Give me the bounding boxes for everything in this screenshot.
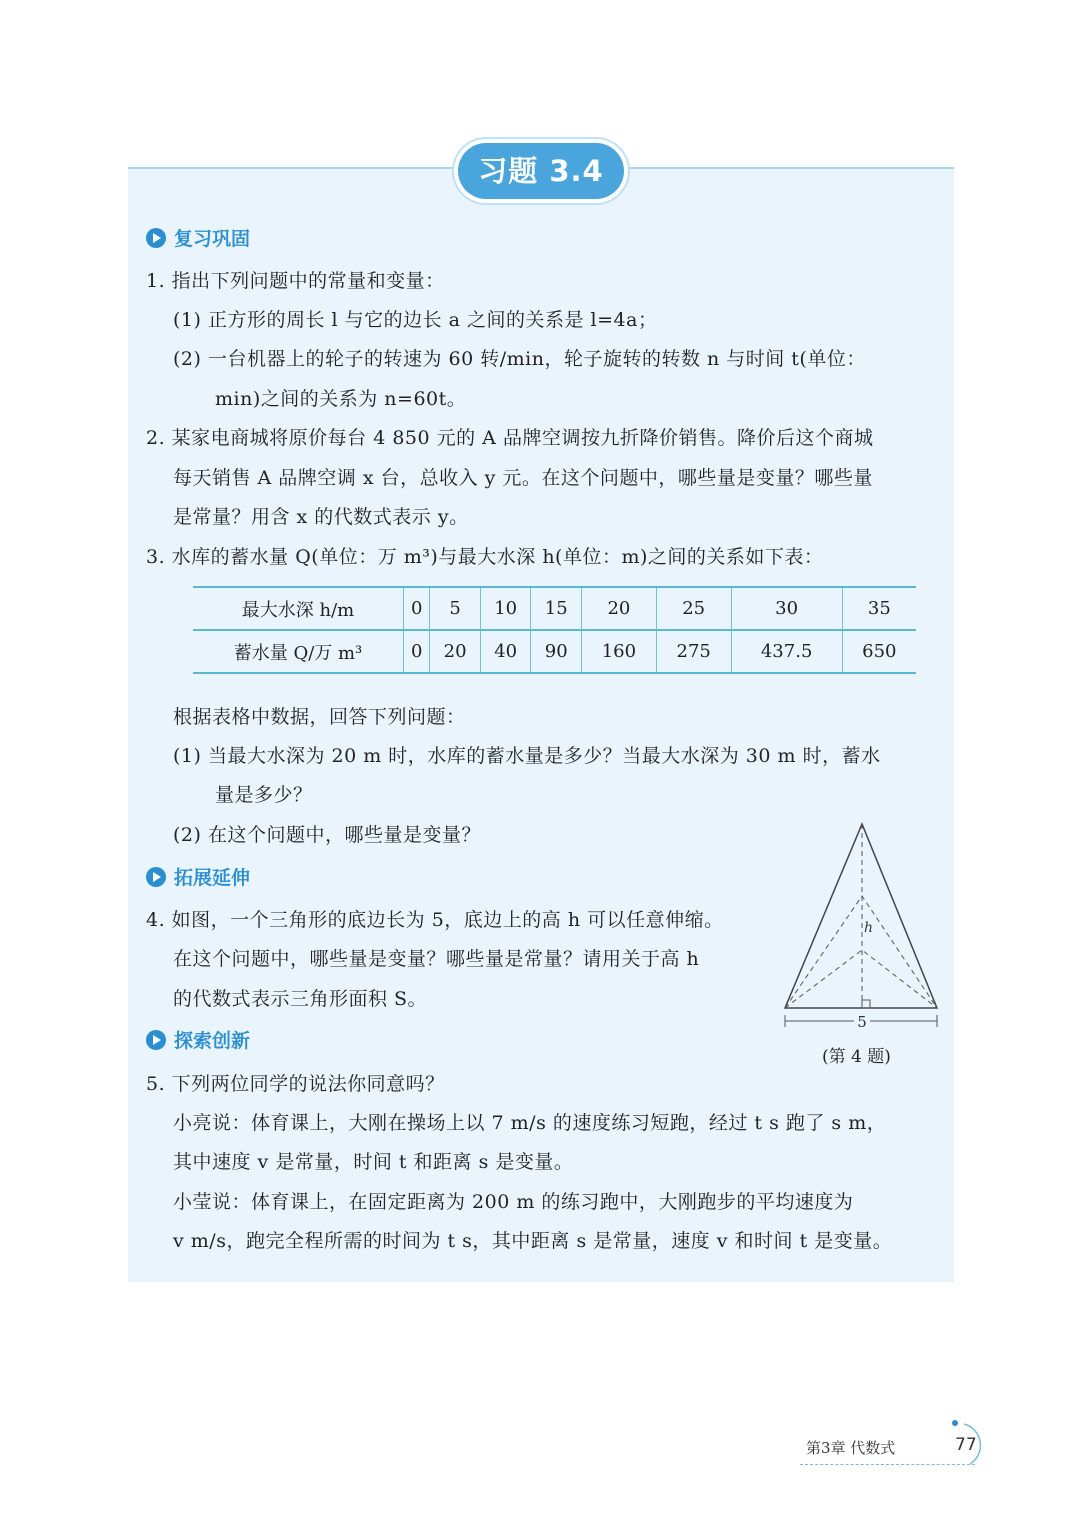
q3-stem: 3. 水库的蓄水量 Q(单位：万 m³)与最大水深 h(单位：m)之间的关系如下表： — [146, 546, 824, 568]
q5-xiaoying-1: 小莹说：体育课上，在固定距离为 200 m 的练习跑中，大刚跑步的平均速度为 — [173, 1191, 854, 1213]
base-label: 5 — [857, 1013, 867, 1031]
table-cell: 25 — [656, 587, 731, 630]
page-number: 77 — [955, 1435, 977, 1455]
figure-caption: (第 4 题) — [822, 1047, 891, 1067]
q4-line1: 4. 如图，一个三角形的底边长为 5，底边上的高 h 可以任意伸缩。 — [146, 909, 724, 931]
chapter-label: 第3章 代数式 — [806, 1439, 896, 1457]
q1-part2: (2) 一台机器上的轮子的转速为 60 转/min，轮子旋转的转数 n 与时间 t(单位： — [173, 348, 866, 370]
play-icon — [146, 867, 166, 887]
q5-xiaoliang-1: 小亮说：体育课上，大刚在操场上以 7 m/s 的速度练习短跑，经过 t s 跑了 s m， — [173, 1112, 887, 1134]
table-cell: 10 — [480, 587, 531, 630]
table-cell: 0 — [404, 630, 430, 673]
exercise-title: 习题 3.4 — [458, 143, 624, 199]
q1-stem: 1. 指出下列问题中的常量和变量： — [146, 270, 445, 292]
table-cell: 5 — [430, 587, 481, 630]
q5-xiaoying-2: v m/s，跑完全程所需的时间为 t s，其中距离 s 是常量，速度 v 和时间 t 是变量。 — [173, 1230, 893, 1252]
table-row — [193, 630, 916, 673]
q4-line2: 在这个问题中，哪些量是变量？哪些量是常量？请用关于高 h — [173, 948, 700, 970]
table-cell: 20 — [430, 630, 481, 673]
page-corner-arc — [944, 1418, 990, 1470]
q2-line1: 2. 某家电商城将原价每台 4 850 元的 A 品牌空调按九折降价销售。降价后这个商城 — [146, 427, 874, 449]
right-angle-mark — [862, 1000, 870, 1008]
table-cell: 40 — [480, 630, 531, 673]
play-icon — [146, 1030, 166, 1050]
section-review — [146, 227, 250, 251]
footer-rule — [800, 1464, 975, 1465]
q4-line3: 的代数式表示三角形面积 S。 — [173, 988, 428, 1010]
row-label-volume: 蓄水量 Q/万 m³ — [233, 642, 363, 664]
q3-part2: (2) 在这个问题中，哪些量是变量？ — [173, 824, 481, 846]
table-cell: 650 — [842, 630, 916, 673]
q3-part1: (1) 当最大水深为 20 m 时，水库的蓄水量是多少？当最大水深为 30 m 时，蓄水 — [173, 745, 881, 767]
triangle-figure — [776, 818, 946, 1038]
q5-stem: 5. 下列两位同学的说法你同意吗？ — [146, 1073, 445, 1095]
q2-line3: 是常量？用含 x 的代数式表示 y。 — [173, 506, 469, 528]
outer-triangle — [785, 824, 937, 1008]
q5-xiaoliang-2: 其中速度 v 是常量，时间 t 和距离 s 是变量。 — [173, 1151, 574, 1173]
q1-part1: (1) 正方形的周长 l 与它的边长 a 之间的关系是 l=4a； — [173, 309, 658, 331]
table-cell: 275 — [656, 630, 731, 673]
play-icon — [146, 228, 166, 248]
corner-dot — [952, 1420, 958, 1426]
height-label: h — [864, 920, 874, 936]
table-cell: 30 — [731, 587, 842, 630]
section-review-label: 复习巩固 — [174, 228, 251, 250]
table-cell: 15 — [531, 587, 582, 630]
q2-line2: 每天销售 A 品牌空调 x 台，总收入 y 元。在这个问题中，哪些量是变量？哪些量 — [173, 467, 873, 489]
table-row — [193, 587, 916, 630]
table-cell: 90 — [531, 630, 582, 673]
q3-part1-cont: 量是多少？ — [215, 784, 313, 806]
section-explore-label: 探索创新 — [174, 1030, 251, 1052]
section-extend-label: 拓展延伸 — [174, 867, 251, 889]
table-cell: 437.5 — [731, 630, 842, 673]
row-label-depth: 最大水深 h/m — [193, 587, 404, 630]
table-cell: 0 — [404, 587, 430, 630]
section-explore — [146, 1029, 250, 1053]
table-cell: 20 — [582, 587, 657, 630]
q1-part2-cont: min)之间的关系为 n=60t。 — [215, 388, 467, 410]
table-cell: 160 — [582, 630, 657, 673]
table-cell: 35 — [842, 587, 916, 630]
section-extend — [146, 866, 250, 890]
water-table — [193, 586, 916, 674]
corner-arc — [964, 1424, 980, 1464]
inner-triangle — [785, 950, 937, 1008]
q3-intro: 根据表格中数据，回答下列问题： — [173, 706, 466, 728]
